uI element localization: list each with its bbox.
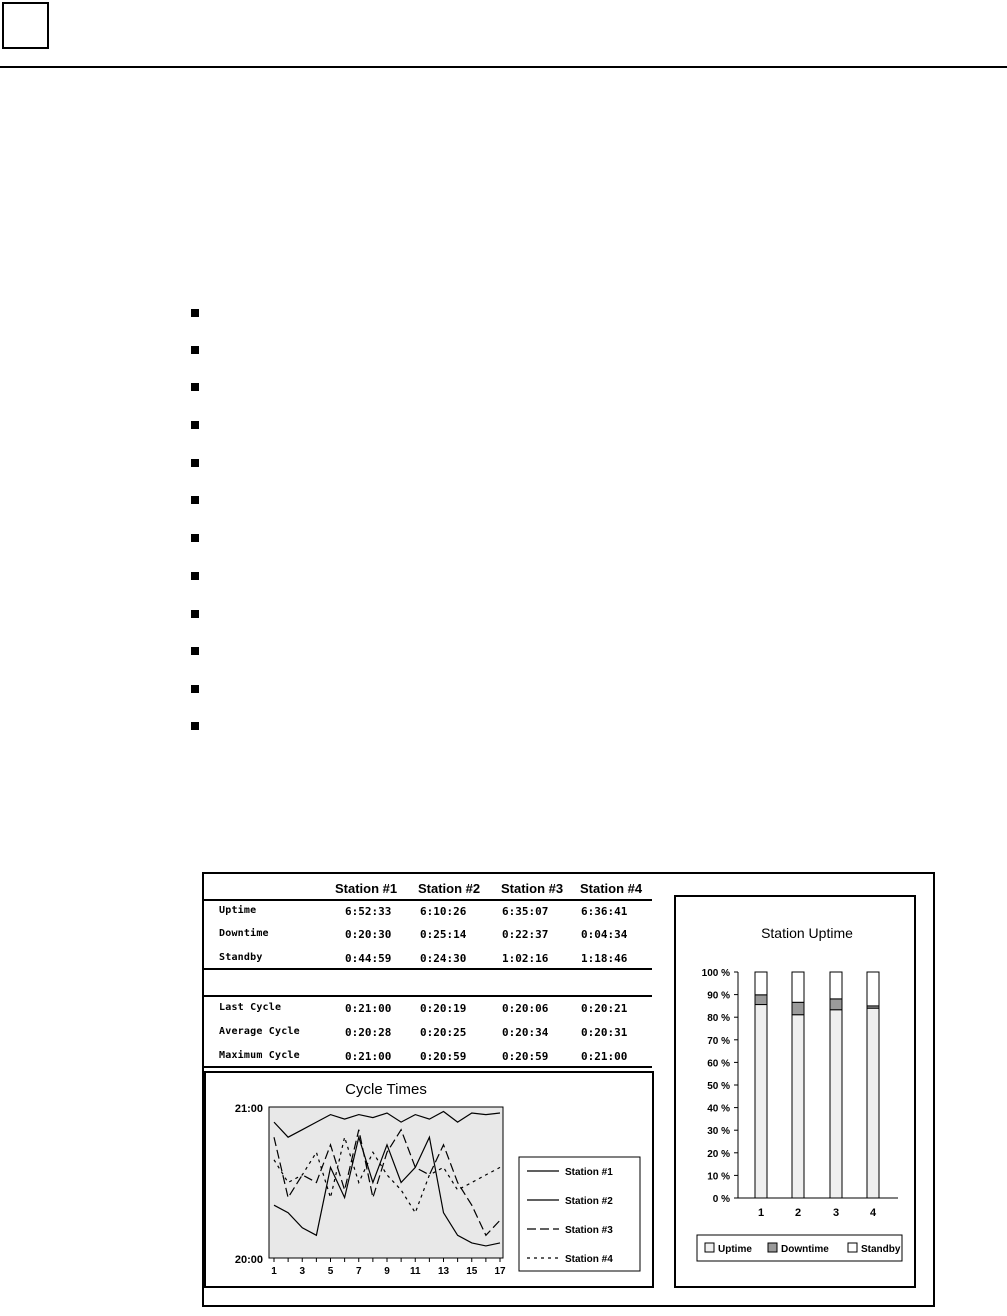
bullet-marker — [191, 685, 199, 693]
x-tick-label: 1 — [271, 1266, 277, 1277]
bullet-marker — [191, 309, 199, 317]
bar-segment-uptime — [755, 1005, 767, 1198]
row-label: Uptime — [219, 905, 257, 916]
bullet-marker — [191, 421, 199, 429]
row-label: Downtime — [219, 928, 269, 939]
y-tick-label: 40 % — [707, 1103, 730, 1115]
bullet-marker — [191, 459, 199, 467]
bar-segment-standby — [792, 972, 804, 1002]
bullet-marker — [191, 722, 199, 730]
bar-segment-uptime — [830, 1010, 842, 1198]
x-tick-label: 17 — [494, 1266, 506, 1277]
x-tick-label: 11 — [409, 1266, 421, 1277]
column-header: Station #1 — [335, 881, 398, 896]
station-uptime-panel — [674, 895, 916, 1288]
bar-segment-downtime — [755, 995, 767, 1005]
table-cell: 1:02:16 — [502, 952, 549, 965]
station-uptime-chart — [676, 897, 914, 1286]
column-header: Station #4 — [580, 881, 643, 896]
bullet-marker — [191, 572, 199, 580]
x-tick-label: 4 — [869, 1207, 877, 1219]
y-tick-label: 60 % — [707, 1058, 730, 1070]
bullet-marker — [191, 496, 199, 504]
table-cell: 6:52:33 — [345, 905, 392, 918]
bar-segment-standby — [867, 972, 879, 1006]
y-tick-label: 30 % — [707, 1126, 730, 1138]
x-tick-label: 1 — [757, 1207, 765, 1219]
y-tick-label: 80 % — [707, 1013, 730, 1025]
legend-label: Station #4 — [565, 1254, 613, 1265]
legend-label: Downtime — [781, 1244, 829, 1255]
table-cell: 0:24:30 — [420, 952, 467, 965]
y-tick-label: 100 % — [701, 968, 730, 979]
y-tick-label: 10 % — [707, 1171, 730, 1183]
header-rule — [0, 66, 1007, 68]
legend-swatch — [705, 1243, 714, 1252]
bar-segment-uptime — [792, 1015, 804, 1198]
bullet-marker — [191, 383, 199, 391]
bullet-marker — [191, 534, 199, 542]
table-cell: 0:20:28 — [345, 1026, 392, 1039]
x-tick-label: 2 — [794, 1207, 802, 1219]
bar-segment-downtime — [830, 999, 842, 1010]
table-cell: 6:10:26 — [420, 905, 467, 918]
table-cell: 1:18:46 — [581, 952, 628, 965]
column-header: Station #3 — [501, 881, 564, 896]
table-cell: 0:20:25 — [420, 1026, 467, 1039]
legend-label: Standby — [861, 1244, 901, 1255]
y-tick-label: 50 % — [707, 1081, 730, 1092]
legend-label: Uptime — [718, 1244, 752, 1255]
row-label: Average Cycle — [219, 1026, 300, 1037]
table-cell: 6:36:41 — [581, 905, 628, 918]
x-tick-label: 3 — [832, 1207, 840, 1219]
table-cell: 0:20:59 — [420, 1050, 467, 1063]
table-cell: 6:35:07 — [502, 905, 549, 918]
column-header: Station #2 — [418, 881, 481, 896]
row-label: Standby — [219, 952, 263, 963]
legend-label: Station #1 — [565, 1167, 613, 1178]
table-cell: 0:21:00 — [345, 1002, 392, 1015]
bullet-marker — [191, 610, 199, 618]
bar-segment-standby — [755, 972, 767, 995]
station-report-figure — [202, 872, 935, 1307]
table-cell: 0:20:30 — [345, 928, 392, 941]
legend-swatch — [848, 1243, 857, 1252]
plot-area — [269, 1107, 503, 1258]
x-tick-label: 13 — [437, 1266, 450, 1277]
legend-label: Station #3 — [565, 1225, 613, 1236]
bullet-marker — [191, 346, 199, 354]
table-cell: 0:44:59 — [345, 952, 392, 965]
table-cell: 0:21:00 — [581, 1050, 628, 1063]
y-tick-label: 0 % — [712, 1194, 730, 1205]
table-cell: 0:20:34 — [502, 1026, 549, 1039]
table-cell: 0:20:21 — [581, 1002, 628, 1015]
table-cell: 0:04:34 — [581, 928, 628, 941]
y-tick-label: 90 % — [707, 990, 730, 1002]
table-rule — [204, 968, 652, 970]
x-tick-label: 9 — [384, 1266, 390, 1277]
y-tick-label: 20 % — [707, 1148, 730, 1160]
table-cell: 0:25:14 — [420, 928, 467, 941]
x-tick-label: 5 — [327, 1266, 334, 1277]
y-tick-label: 20:00 — [234, 1254, 263, 1266]
row-label: Last Cycle — [219, 1002, 282, 1013]
bar-segment-uptime — [867, 1008, 879, 1198]
bar-segment-downtime — [792, 1002, 804, 1014]
table-cell: 0:21:00 — [345, 1050, 392, 1063]
x-tick-label: 7 — [355, 1266, 362, 1277]
table-rule-top — [204, 899, 652, 901]
table-rule — [204, 995, 652, 997]
cycle-times-panel — [204, 1071, 654, 1288]
cycle-times-chart — [206, 1073, 652, 1286]
table-cell: 0:22:37 — [502, 928, 549, 941]
page-number-box — [2, 2, 49, 49]
legend-label: Station #2 — [565, 1196, 613, 1207]
legend-swatch — [768, 1243, 777, 1252]
chart-title: Cycle Times — [345, 1081, 427, 1098]
x-tick-label: 15 — [466, 1266, 478, 1277]
table-cell: 0:20:06 — [502, 1002, 549, 1015]
chart-title: Station Uptime — [761, 925, 853, 941]
bar-segment-standby — [830, 972, 842, 999]
table-rule-bottom — [204, 1066, 652, 1068]
table-cell: 0:20:59 — [502, 1050, 549, 1063]
y-tick-label: 21:00 — [234, 1103, 263, 1115]
row-label: Maximum Cycle — [219, 1050, 300, 1061]
y-tick-label: 70 % — [707, 1035, 730, 1047]
x-tick-label: 3 — [299, 1266, 306, 1277]
bullet-marker — [191, 647, 199, 655]
table-cell: 0:20:31 — [581, 1026, 628, 1039]
table-cell: 0:20:19 — [420, 1002, 467, 1015]
